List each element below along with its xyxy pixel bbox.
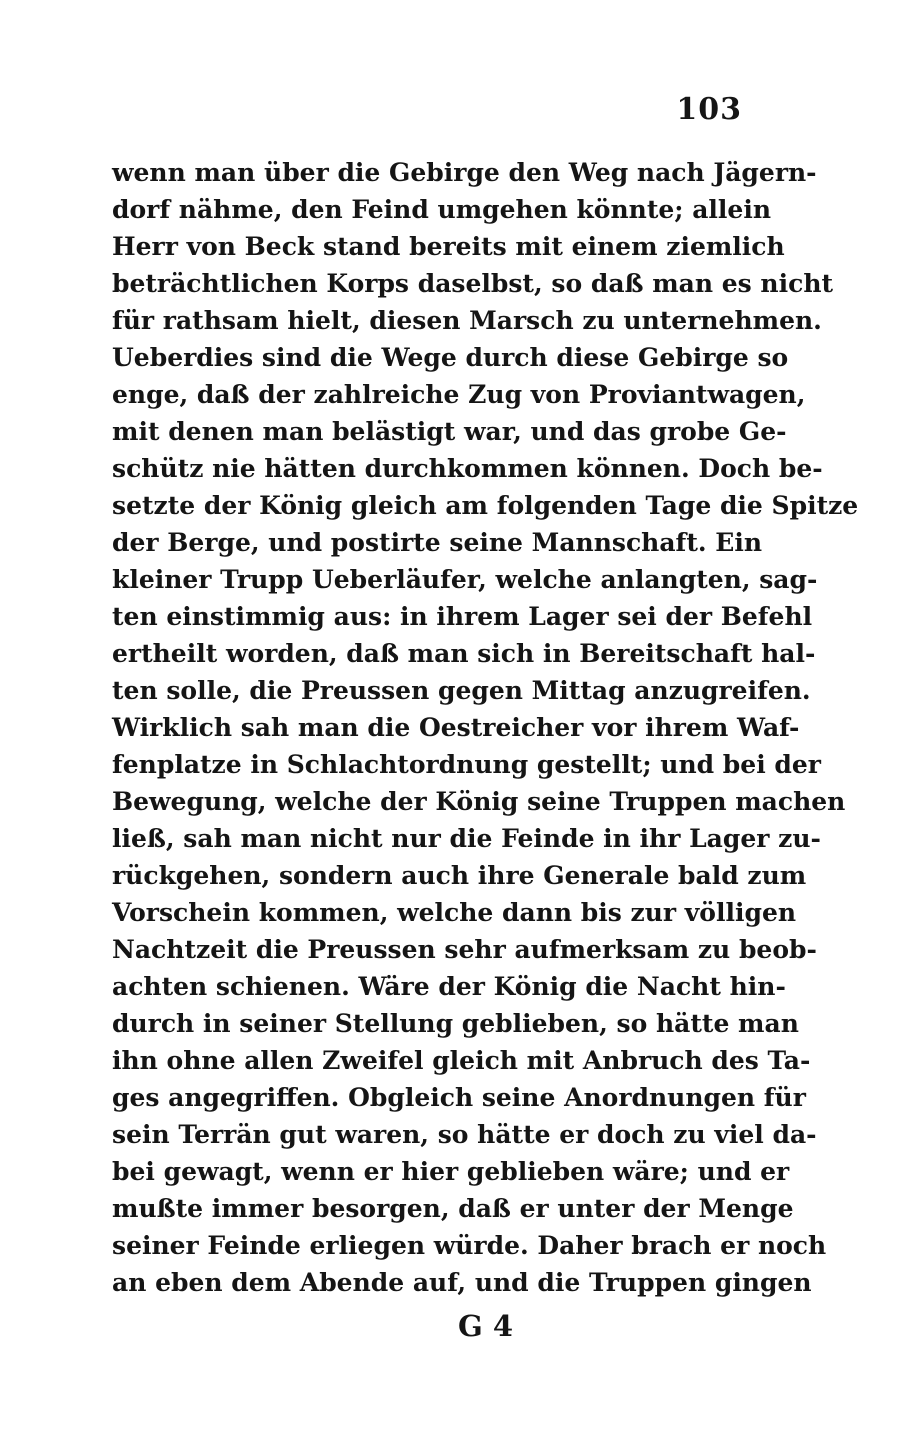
text-line: achten schienen. Wäre der König die Nacht hin-	[112, 972, 786, 1001]
text-line: für rathsam hielt, diesen Marsch zu unternehmen.	[112, 306, 822, 335]
text-line: schütz nie hätten durchkommen können. Doch be-	[112, 454, 823, 483]
text-line: fenplatze in Schlachtordnung gestellt; und bei der	[112, 750, 821, 779]
text-line: Herr von Beck stand bereits mit einem ziemlich	[112, 232, 785, 261]
text-line: setzte der König gleich am folgenden Tage die Spitze	[112, 491, 859, 520]
text-line: Vorschein kommen, welche dann bis zur völligen	[112, 898, 797, 927]
text-line: durch in seiner Stellung geblieben, so hätte man	[112, 1009, 799, 1038]
text-line: ges angegriffen. Obgleich seine Anordnungen für	[112, 1083, 806, 1112]
text-line: sein Terrän gut waren, so hätte er doch zu viel da-	[112, 1120, 817, 1149]
text-line: ließ, sah man nicht nur die Feinde in ihr Lager zu-	[112, 824, 821, 853]
text-line: der Berge, und postirte seine Mannschaft. Ein	[112, 528, 762, 557]
text-line: an eben dem Abende auf, und die Truppen gingen	[112, 1268, 812, 1297]
text-line: rückgehen, sondern auch ihre Generale bald zum	[112, 861, 807, 890]
text-line: Ueberdies sind die Wege durch diese Gebirge so	[112, 343, 789, 372]
text-line: mit denen man belästigt war, und das grobe Ge-	[112, 417, 787, 446]
text-line: beträchtlichen Korps daselbst, so daß man es nicht	[112, 269, 834, 298]
text-line: enge, daß der zahlreiche Zug von Proviantwagen,	[112, 380, 806, 409]
text-line: Bewegung, welche der König seine Truppen machen	[112, 787, 846, 816]
signature-mark: G 4	[458, 1309, 514, 1343]
text-line: ertheilt worden, daß man sich in Bereitschaft hal-	[112, 639, 816, 668]
page-number: 103	[676, 92, 742, 127]
text-line: ten einstimmig aus: in ihrem Lager sei der Befehl	[112, 602, 813, 631]
text-line: bei gewagt, wenn er hier geblieben wäre; und er	[112, 1157, 790, 1186]
text-line: mußte immer besorgen, daß er unter der Menge	[112, 1194, 794, 1223]
text-line: Nachtzeit die Preussen sehr aufmerksam zu beob-	[112, 935, 817, 964]
text-line: ihn ohne allen Zweifel gleich mit Anbruch des Ta-	[112, 1046, 811, 1075]
body-text	[112, 154, 859, 1301]
text-line: Wirklich sah man die Oestreicher vor ihrem Waf-	[112, 713, 800, 742]
text-line: ten solle, die Preussen gegen Mittag anzugreifen.	[112, 676, 811, 705]
text-line: dorf nähme, den Feind umgehen könnte; allein	[112, 195, 771, 224]
text-line: kleiner Trupp Ueberläufer, welche anlangten, sag-	[112, 565, 818, 594]
text-line: seiner Feinde erliegen würde. Daher brach er noch	[112, 1231, 827, 1260]
text-line: wenn man über die Gebirge den Weg nach Jägern-	[112, 158, 817, 187]
